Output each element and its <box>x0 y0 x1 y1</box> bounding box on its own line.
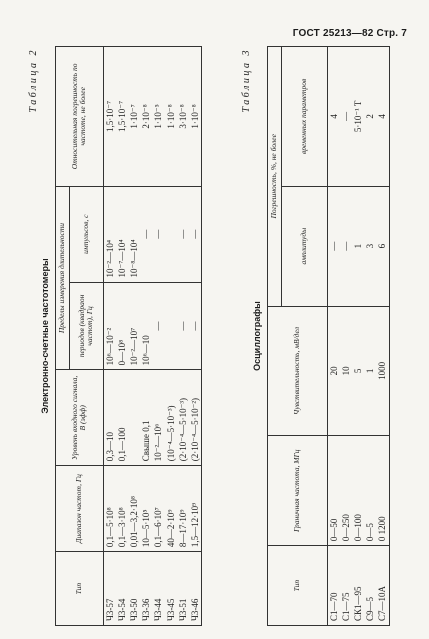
cell-type: Ч3-51 <box>177 552 189 626</box>
cell-time: 2 <box>364 47 376 187</box>
cell-periods: 10⁻²—10⁷ <box>128 282 140 370</box>
table-row <box>140 47 152 626</box>
cell-range: 0,1—5·10⁸ <box>103 466 116 552</box>
cell-sens: 10 <box>340 306 352 436</box>
cell-pulses: — <box>177 186 189 282</box>
cell-type: С9—5 <box>364 546 376 626</box>
cell-error: 1·10⁻⁵ <box>152 47 164 187</box>
cell-sens: 20 <box>327 306 340 436</box>
table-row <box>116 47 128 626</box>
cell-pulses: — <box>189 186 202 282</box>
cell-range: 10—5·10⁵ <box>140 466 152 552</box>
col-amp-header: амплитуды <box>281 186 327 306</box>
cell-type: Ч3-46 <box>189 552 202 626</box>
cell-band: 0—100 <box>352 436 364 546</box>
cell-sens: 1000 <box>376 306 389 436</box>
cell-error: 1·10⁻⁸ <box>189 47 202 187</box>
page-header: ГОСТ 25213—82 Стр. 7 <box>292 28 407 39</box>
cell-amp: 1 <box>352 186 364 306</box>
cell-level: 0,1—100 <box>116 370 128 466</box>
table-row <box>189 47 202 626</box>
oscilloscopes-table <box>267 46 390 626</box>
cell-time: 4 <box>376 47 389 187</box>
table-row <box>352 47 364 626</box>
cell-type: Ч3-57 <box>103 552 116 626</box>
cell-periods: — <box>189 282 202 370</box>
cell-band: 0 1200 <box>376 436 389 546</box>
table-row <box>376 47 389 626</box>
col-error-group-header: Погрешность, %, не более <box>268 47 282 307</box>
cell-band: 0—50 <box>327 436 340 546</box>
col-range-header: Диапазон частот, Гц <box>56 466 104 552</box>
cell-type: С1—75 <box>340 546 352 626</box>
col-type-header: Тип <box>56 552 104 626</box>
col-error-header: Относительная погрешность по частоте, не более <box>56 47 104 187</box>
table3-title: Осциллографы <box>252 301 262 371</box>
cell-range: 40—2·10⁹ <box>165 466 177 552</box>
table-row <box>152 47 164 626</box>
col-pulses-header: импульсов, с <box>69 186 103 282</box>
cell-type: Ч3-36 <box>140 552 152 626</box>
cell-range: 0,1—6·10⁷ <box>152 466 164 552</box>
cell-band: 0—250 <box>340 436 352 546</box>
cell-pulses: 10⁻²—10⁴ <box>103 186 116 282</box>
cell-sens: 5 <box>352 306 364 436</box>
col-type-header: Тип <box>268 546 328 626</box>
table-row <box>128 47 140 626</box>
frequency-meters-table <box>55 46 202 626</box>
cell-level <box>128 370 140 466</box>
cell-pulses: — <box>152 186 164 282</box>
cell-type: Ч3-54 <box>116 552 128 626</box>
table-row <box>177 47 189 626</box>
cell-periods: 0—10⁸ <box>116 282 128 370</box>
cell-time: 4 <box>327 47 340 187</box>
cell-level: 0,3—10 <box>103 370 116 466</box>
cell-periods: 10⁶—10⁻² <box>103 282 116 370</box>
cell-periods <box>165 282 177 370</box>
table-row <box>364 47 376 626</box>
cell-amp: 6 <box>376 186 389 306</box>
table-row <box>340 47 352 626</box>
table2-label: Таблица 2 <box>28 48 39 113</box>
col-sens-header: Чувствительность, мВ/дел <box>268 306 328 436</box>
cell-band: 0—5 <box>364 436 376 546</box>
table-row <box>103 47 116 626</box>
cell-amp: — <box>327 186 340 306</box>
cell-error: 1,5·10⁻⁷ <box>103 47 116 187</box>
col-time-header: временных параметров <box>281 47 327 187</box>
table2-title: Электронно-счетные частотомеры <box>40 258 50 414</box>
cell-range: 8—17·10⁹ <box>177 466 189 552</box>
cell-range: 0,01—3,2·10⁸ <box>128 466 140 552</box>
cell-periods: — <box>152 282 164 370</box>
cell-pulses: 10⁻⁷—10⁴ <box>116 186 128 282</box>
cell-level: 10⁻²—10⁶ <box>152 370 164 466</box>
cell-error: 1·10⁻⁸ <box>165 47 177 187</box>
cell-amp: 3 <box>364 186 376 306</box>
cell-level: (2·10⁻⁴—5·10⁻²) <box>189 370 202 466</box>
cell-level: Свыше 0,1 <box>140 370 152 466</box>
cell-error: 1·10⁻⁷ <box>128 47 140 187</box>
cell-sens: 1 <box>364 306 376 436</box>
cell-time: — <box>340 47 352 187</box>
cell-range: 0,1—3·10⁸ <box>116 466 128 552</box>
cell-error: 2·10⁻⁸ <box>140 47 152 187</box>
cell-error: 1,5·10⁻⁷ <box>116 47 128 187</box>
cell-type: Ч3-45 <box>165 552 177 626</box>
cell-type: СК1—95 <box>352 546 364 626</box>
rotated-content <box>28 46 406 626</box>
col-limits-group-header: Пределы измерения длительности <box>56 186 70 370</box>
cell-amp: — <box>340 186 352 306</box>
cell-level: (10⁻⁴—5·10⁻³) <box>165 370 177 466</box>
cell-periods: 10⁶—10 <box>140 282 152 370</box>
col-band-header: Граничная частота, МГц <box>268 436 328 546</box>
cell-pulses: 10⁻⁸—10⁴ <box>128 186 140 282</box>
table3-label: Таблица 3 <box>241 48 252 113</box>
cell-pulses <box>165 186 177 282</box>
cell-type: Ч3-44 <box>152 552 164 626</box>
cell-periods: — <box>177 282 189 370</box>
cell-type: С1—70 <box>327 546 340 626</box>
cell-error: 3·10⁻⁸ <box>177 47 189 187</box>
cell-time: 5·10⁻¹ T <box>352 47 364 187</box>
table-row <box>165 47 177 626</box>
col-periods-header: периодов (квадраон частот), Гц <box>69 282 103 370</box>
table-row <box>327 47 340 626</box>
cell-type: Ч3-50 <box>128 552 140 626</box>
cell-type: С7—10А <box>376 546 389 626</box>
cell-level: (2·10⁻⁴—5·10⁻³) <box>177 370 189 466</box>
cell-pulses: — <box>140 186 152 282</box>
col-level-header: Уровень входного сигнала, В (эфф) <box>56 370 104 466</box>
cell-range: 1,5—12·10⁹ <box>189 466 202 552</box>
